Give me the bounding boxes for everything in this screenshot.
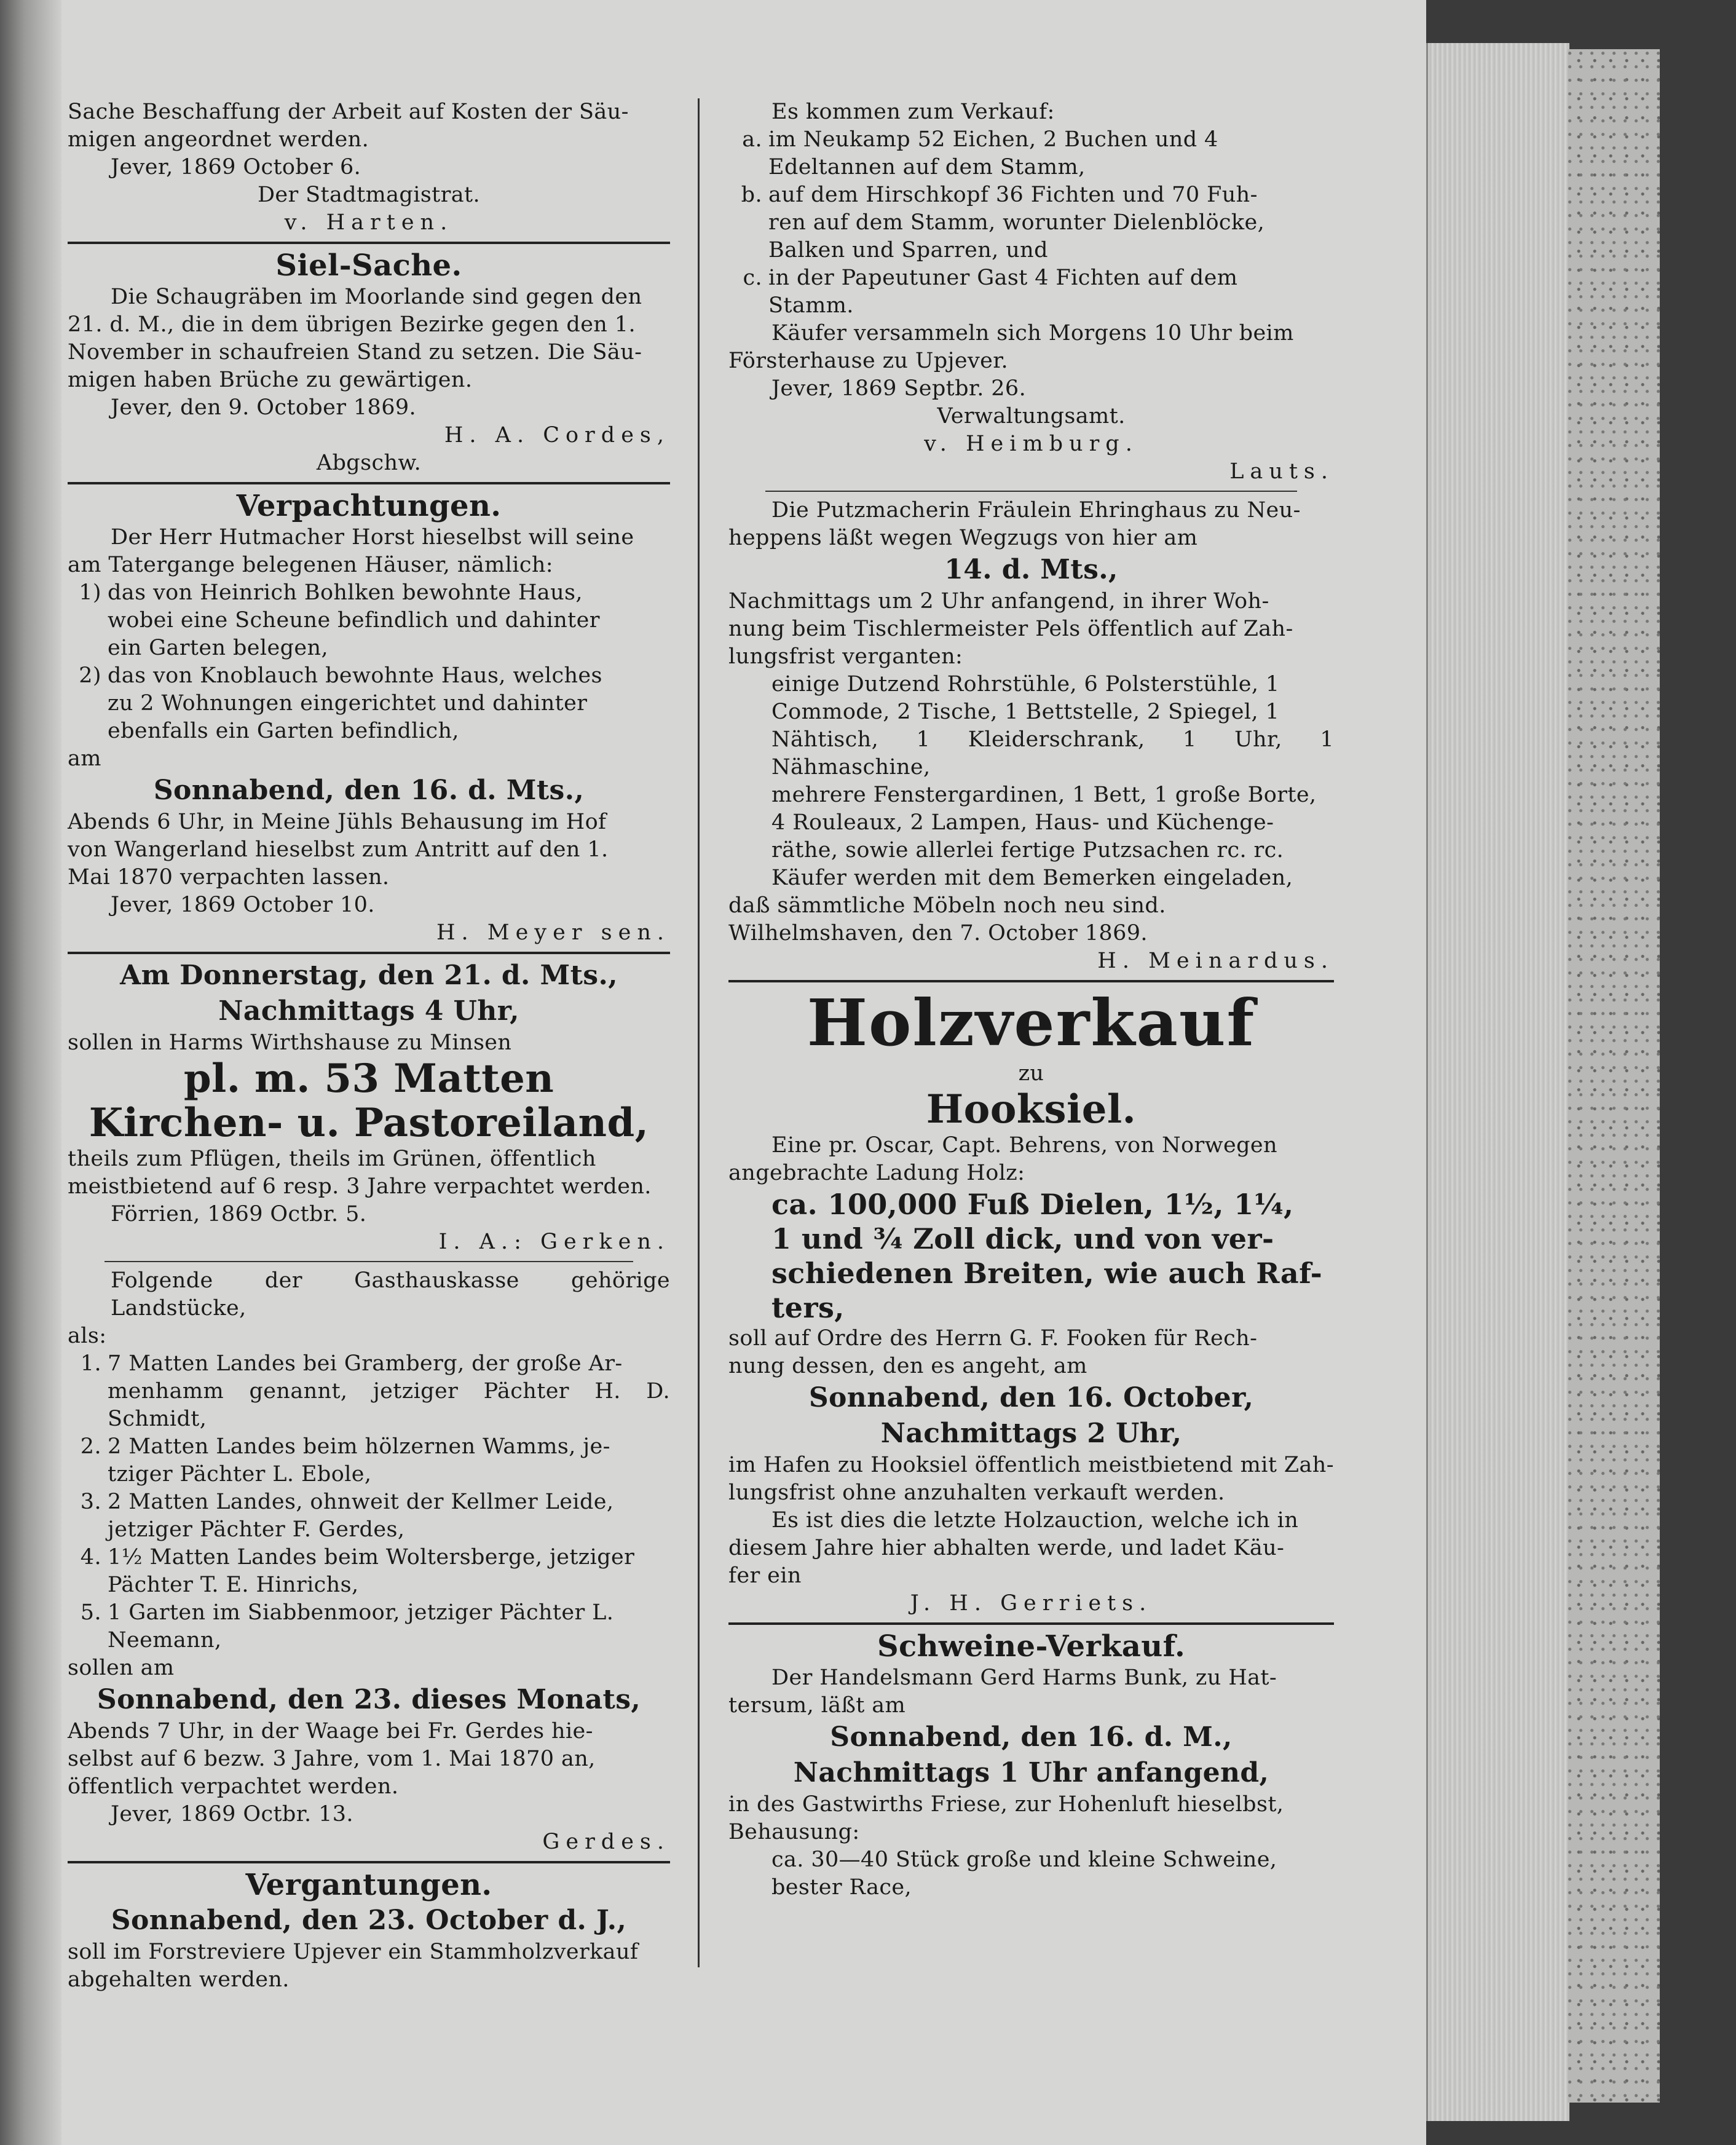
list-item xyxy=(68,1433,670,1488)
list-item xyxy=(68,1350,670,1433)
left-column xyxy=(68,98,670,1994)
gast-line: als: xyxy=(68,1324,107,1348)
siel-heading: Siel-Sache. xyxy=(275,248,462,283)
list-item xyxy=(728,126,1334,181)
putz-line: lungsfrist verganten: xyxy=(728,644,963,669)
item-line: ren auf dem Stamm, worunter Dielenblöcke, xyxy=(768,210,1265,235)
siel-signature-title: Abgschw. xyxy=(316,451,422,475)
vergantungen-heading: Vergantungen. xyxy=(245,1868,492,1902)
putz-item-line: Nähtisch, 1 Kleiderschrank, 1 Uhr, 1 Nähmaschine, xyxy=(771,727,1334,780)
putz-line: daß sämmtliche Möbeln noch neu sind. xyxy=(728,893,1166,918)
putz-line: Die Putzmacherin Fräulein Ehringhaus zu Neu- xyxy=(771,498,1301,523)
gast-line: Folgende der Gasthauskasse gehörige Landstücke, xyxy=(111,1268,670,1321)
item-number: 2. xyxy=(80,1434,101,1459)
column-divider xyxy=(698,98,700,1967)
putz-item-line: 4 Rouleaux, 2 Lampen, Haus- und Küchenge- xyxy=(771,810,1274,835)
verg-line: abgehalten werden. xyxy=(68,1967,290,1992)
list-item xyxy=(68,1544,670,1599)
putz-line: heppens läßt wegen Wegzugs von hier am xyxy=(728,526,1198,550)
verp-line: von Wangerland hieselbst zum Antritt auf den 1. xyxy=(68,837,609,862)
item-line: ebenfalls ein Garten befindlich, xyxy=(108,719,459,743)
putz-signature: H. Meinardus. xyxy=(1097,949,1334,973)
intro-date: Jever, 1869 October 6. xyxy=(111,155,361,180)
book-spine-edge xyxy=(1568,49,1660,2103)
holz-goods-line: 1 und ¾ Zoll dick, und von ver- xyxy=(771,1222,1274,1255)
schw-line: Der Handelsmann Gerd Harms Bunk, zu Hat- xyxy=(771,1665,1277,1690)
item-number: b. xyxy=(741,183,762,207)
holz-line: nung dessen, den es angeht, am xyxy=(728,1354,1087,1378)
section-rule xyxy=(728,980,1334,982)
item-line: das von Heinrich Bohlken bewohnte Haus, xyxy=(108,580,583,605)
gast-text-line: Abends 7 Uhr, in der Waage bei Fr. Gerdes hie- xyxy=(68,1719,593,1744)
schw-item-line: bester Race, xyxy=(771,1875,912,1900)
intro-line: migen angeordnet werden. xyxy=(68,127,369,152)
item-line: Stamm. xyxy=(768,293,854,318)
donn-line: sollen in Harms Wirthshause zu Minsen xyxy=(68,1030,512,1055)
holz-line: lungsfrist ohne anzuhalten verkauft werden. xyxy=(728,1480,1225,1505)
schweine-heading: Schweine-Verkauf. xyxy=(877,1629,1186,1664)
donn-matten-heading: pl. m. 53 Matten xyxy=(183,1056,554,1102)
item-number: 2) xyxy=(79,663,101,688)
verp-signature: H. Meyer sen. xyxy=(436,920,670,945)
item-line: jetziger Pächter F. Gerdes, xyxy=(108,1517,405,1542)
item-line: 2 Matten Landes, ohnweit der Kellmer Leide, xyxy=(108,1490,614,1514)
putz-date-heading: 14. d. Mts., xyxy=(944,554,1118,585)
siel-line: migen haben Brüche zu gewärtigen. xyxy=(68,368,473,392)
holz-goods-line: schiedenen Breiten, wie auch Raf- xyxy=(771,1257,1323,1290)
putz-item-line: Commode, 2 Tische, 1 Bettstelle, 2 Spiegel, 1 xyxy=(771,700,1280,724)
putz-item-line: mehrere Fenstergardinen, 1 Bett, 1 große Borte, xyxy=(771,783,1317,807)
section-rule xyxy=(765,491,1297,492)
list-item xyxy=(728,264,1334,320)
section-rule xyxy=(68,1861,670,1863)
verpachtungen-heading: Verpachtungen. xyxy=(236,489,502,523)
item-number: a. xyxy=(742,127,762,152)
right-column xyxy=(728,98,1334,1902)
siel-line: November in schaufreien Stand zu setzen. Die Säu- xyxy=(68,340,642,365)
gast-text-line: selbst auf 6 bezw. 3 Jahre, vom 1. Mai 1870 an, xyxy=(68,1747,596,1771)
section-rule xyxy=(68,242,670,244)
verg-line: soll im Forstreviere Upjever ein Stammholzverkauf xyxy=(68,1940,639,1964)
item-line: im Neukamp 52 Eichen, 2 Buchen und 4 xyxy=(768,127,1218,152)
siel-signature: H. A. Cordes, xyxy=(444,423,670,448)
holz-zu: zu xyxy=(1018,1061,1044,1086)
list-item xyxy=(68,662,670,745)
donn-text-line: theils zum Pflügen, theils im Grünen, öffentlich xyxy=(68,1147,596,1171)
donn-signature: I. A.: Gerken. xyxy=(438,1230,670,1254)
intro-line: Sache Beschaffung der Arbeit auf Kosten der Säu- xyxy=(68,100,629,124)
siel-line: Die Schaugräben im Moorlande sind gegen den xyxy=(111,285,642,309)
holz-line: im Hafen zu Hooksiel öffentlich meistbietend mit Zah- xyxy=(728,1453,1334,1477)
holz-line: fer ein xyxy=(728,1563,802,1588)
item-line: 1½ Matten Landes beim Woltersberge, jetziger xyxy=(108,1545,635,1570)
putz-date: Wilhelmshaven, den 7. October 1869. xyxy=(728,921,1148,946)
holz-goods-line: ters, xyxy=(771,1291,845,1324)
item-number: c. xyxy=(743,266,762,290)
holz-line: Es ist dies die letzte Holzauction, welche ich in xyxy=(771,1508,1299,1533)
verg-date-heading: Sonnabend, den 23. October d. J., xyxy=(111,1905,627,1936)
holz-goods-line: ca. 100,000 Fuß Dielen, 1½, 1¼, xyxy=(771,1188,1294,1221)
item-line: tziger Pächter L. Ebole, xyxy=(108,1462,372,1487)
verp-date-heading: Sonnabend, den 16. d. Mts., xyxy=(153,775,585,806)
holz-time-heading: Nachmittags 2 Uhr, xyxy=(880,1418,1182,1449)
holz-line: soll auf Ordre des Herrn G. F. Fooken für Rech- xyxy=(728,1326,1258,1351)
item-line: Edeltannen auf dem Stamm, xyxy=(768,155,1086,180)
item-line: Neemann, xyxy=(108,1628,222,1653)
intro-org: Der Stadtmagistrat. xyxy=(257,183,481,207)
item-line: in der Papeutuner Gast 4 Fichten auf dem xyxy=(768,266,1238,290)
putz-line: Nachmittags um 2 Uhr anfangend, in ihrer Woh- xyxy=(728,589,1269,614)
item-number: 5. xyxy=(80,1600,101,1625)
holz-line: angebrachte Ladung Holz: xyxy=(728,1161,1025,1185)
verp-am: am xyxy=(68,746,101,771)
verp-line: Abends 6 Uhr, in Meine Jühls Behausung im Hof xyxy=(68,810,607,834)
siel-line: 21. d. M., die in dem übrigen Bezirke gegen den 1. xyxy=(68,312,636,337)
item-line: 1 Garten im Siabbenmoor, jetziger Pächter L. xyxy=(108,1600,614,1625)
list-item xyxy=(68,1599,670,1654)
holz-signature: J. H. Gerriets. xyxy=(910,1591,1153,1616)
schw-item-line: ca. 30—40 Stück große und kleine Schweine, xyxy=(771,1847,1277,1872)
item-line: 2 Matten Landes beim hölzernen Wamms, je- xyxy=(108,1434,610,1459)
holzverkauf-heading: Holzverkauf xyxy=(807,985,1256,1061)
item-number: 1. xyxy=(80,1351,101,1376)
item-line: 7 Matten Landes bei Gramberg, der große Ar- xyxy=(108,1351,623,1376)
holz-place-heading: Hooksiel. xyxy=(926,1086,1137,1132)
donnerstag-heading: Am Donnerstag, den 21. d. Mts., xyxy=(120,960,618,991)
forst-signature-2: Lauts. xyxy=(1229,459,1334,484)
item-line: Pächter T. E. Hinrichs, xyxy=(108,1573,359,1597)
donn-land-heading: Kirchen- u. Pastoreiland, xyxy=(89,1100,649,1146)
holz-date-heading: Sonnabend, den 16. October, xyxy=(808,1382,1254,1413)
section-rule xyxy=(68,482,670,484)
putz-item-line: einige Dutzend Rohrstühle, 6 Polsterstühle, 1 xyxy=(771,672,1280,697)
intro-signature: v. Harten. xyxy=(284,210,454,235)
gast-sollen: sollen am xyxy=(68,1656,175,1680)
item-line: zu 2 Wohnungen eingerichtet und dahinter xyxy=(108,691,588,716)
putz-line: Käufer werden mit dem Bemerken eingeladen, xyxy=(771,866,1293,890)
book-page-edges xyxy=(1426,43,1569,2121)
putz-line: nung beim Tischlermeister Pels öffentlich auf Zah- xyxy=(728,617,1293,641)
page-gutter xyxy=(0,0,61,2145)
forst-signature: v. Heimburg. xyxy=(924,432,1138,456)
gast-date-heading: Sonnabend, den 23. dieses Monats, xyxy=(97,1684,641,1715)
item-line: ein Garten belegen, xyxy=(108,636,328,660)
forst-text-line: Försterhause zu Upjever. xyxy=(728,349,1009,373)
schw-date-heading: Sonnabend, den 16. d. M., xyxy=(830,1721,1233,1753)
putz-item-line: räthe, sowie allerlei fertige Putzsachen rc. rc. xyxy=(771,838,1284,863)
item-line: menhamm genannt, jetziger Pächter H. D. Schmidt, xyxy=(108,1379,670,1431)
siel-date: Jever, den 9. October 1869. xyxy=(111,395,417,420)
gast-date: Jever, 1869 Octbr. 13. xyxy=(111,1802,353,1827)
holz-line: Eine pr. Oscar, Capt. Behrens, von Norwegen xyxy=(771,1133,1277,1158)
schw-time-heading: Nachmittags 1 Uhr anfangend, xyxy=(793,1757,1269,1788)
forst-text-line: Käufer versammeln sich Morgens 10 Uhr beim xyxy=(771,321,1294,346)
section-rule xyxy=(68,952,670,954)
verp-line: Mai 1870 verpachten lassen. xyxy=(68,865,390,890)
donnerstag-time: Nachmittags 4 Uhr, xyxy=(218,995,519,1027)
donn-text-line: meistbietend auf 6 resp. 3 Jahre verpachtet werden. xyxy=(68,1174,652,1199)
forst-org: Verwaltungsamt. xyxy=(937,404,1126,429)
section-rule xyxy=(728,1622,1334,1625)
gast-text-line: öffentlich verpachtet werden. xyxy=(68,1774,399,1799)
forst-date: Jever, 1869 Septbr. 26. xyxy=(771,376,1027,401)
verp-place-date: Jever, 1869 October 10. xyxy=(111,893,375,917)
item-line: wobei eine Scheune befindlich und dahinter xyxy=(108,608,600,633)
item-number: 3. xyxy=(80,1490,101,1514)
schw-line: Behausung: xyxy=(728,1820,860,1844)
section-rule xyxy=(105,1261,633,1262)
item-number: 4. xyxy=(80,1545,101,1570)
donn-date: Förrien, 1869 Octbr. 5. xyxy=(111,1202,367,1227)
item-line: auf dem Hirschkopf 36 Fichten und 70 Fuh- xyxy=(768,183,1258,207)
list-item xyxy=(68,1488,670,1544)
gast-signature: Gerdes. xyxy=(542,1830,670,1854)
verp-line: am Tatergange belegenen Häuser, nämlich: xyxy=(68,553,553,577)
holz-line: diesem Jahre hier abhalten werde, und ladet Käu- xyxy=(728,1536,1285,1560)
item-number: 1) xyxy=(79,580,101,605)
item-line: das von Knoblauch bewohnte Haus, welches xyxy=(108,663,602,688)
schw-line: tersum, läßt am xyxy=(728,1693,906,1718)
forst-intro: Es kommen zum Verkauf: xyxy=(771,100,1055,124)
schw-line: in des Gastwirths Friese, zur Hohenluft hieselbst, xyxy=(728,1792,1284,1817)
verp-line: Der Herr Hutmacher Horst hieselbst will seine xyxy=(111,525,634,550)
item-line: Balken und Sparren, und xyxy=(768,238,1048,263)
list-item xyxy=(728,181,1334,264)
list-item xyxy=(68,579,670,662)
